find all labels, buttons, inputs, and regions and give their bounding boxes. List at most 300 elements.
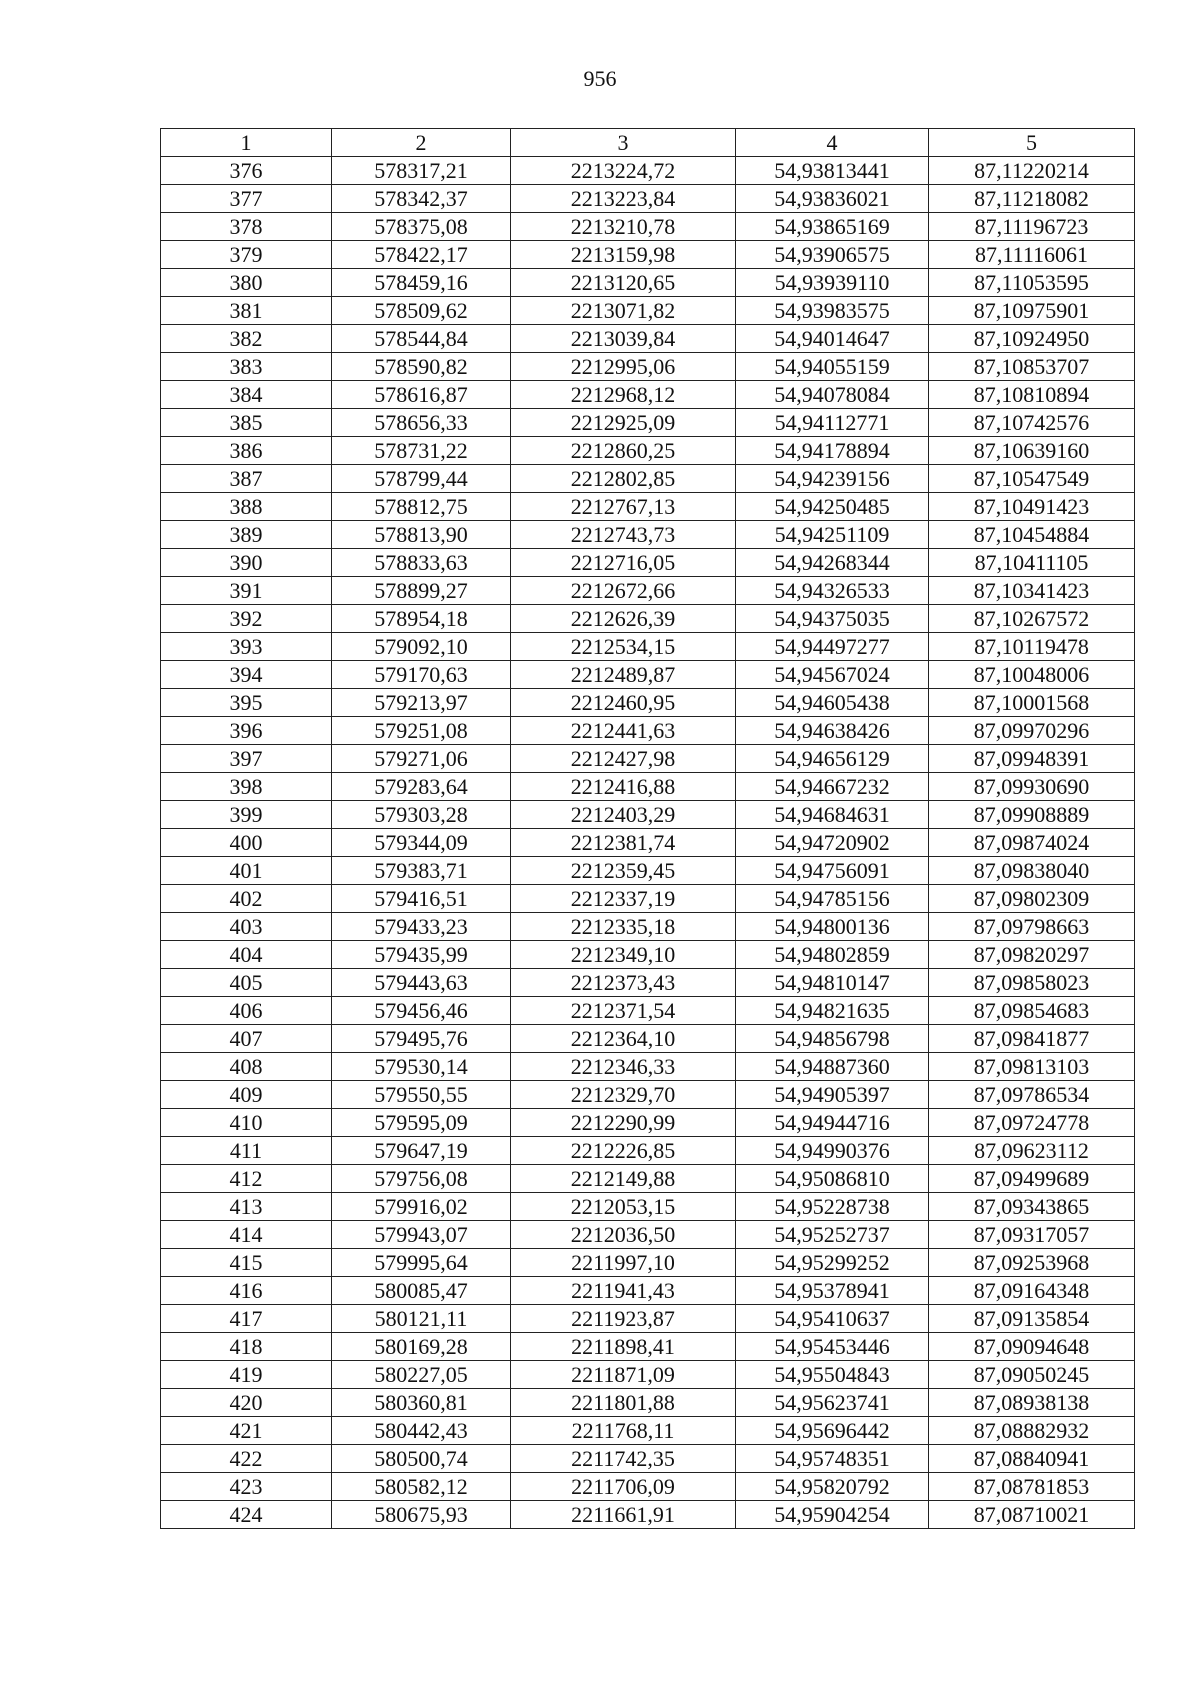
x-coordinate-cell: 579170,63: [332, 661, 511, 689]
longitude-cell: 87,09858023: [929, 969, 1135, 997]
longitude-cell: 87,08882932: [929, 1417, 1135, 1445]
x-coordinate-cell: 580675,93: [332, 1501, 511, 1529]
longitude-cell: 87,09820297: [929, 941, 1135, 969]
x-coordinate-cell: 579213,97: [332, 689, 511, 717]
longitude-cell: 87,10924950: [929, 325, 1135, 353]
table-row: [161, 1277, 1135, 1305]
latitude-cell: 54,93906575: [736, 241, 929, 269]
y-coordinate-cell: 2212441,63: [511, 717, 736, 745]
table-row: [161, 437, 1135, 465]
x-coordinate-cell: 578375,08: [332, 213, 511, 241]
longitude-cell: 87,11218082: [929, 185, 1135, 213]
table-row: [161, 717, 1135, 745]
longitude-cell: 87,08840941: [929, 1445, 1135, 1473]
y-coordinate-cell: 2212371,54: [511, 997, 736, 1025]
latitude-cell: 54,94905397: [736, 1081, 929, 1109]
x-coordinate-cell: 578812,75: [332, 493, 511, 521]
longitude-cell: 87,09094648: [929, 1333, 1135, 1361]
longitude-cell: 87,09164348: [929, 1277, 1135, 1305]
y-coordinate-cell: 2212460,95: [511, 689, 736, 717]
point-number-cell: 395: [161, 689, 332, 717]
table-row: [161, 241, 1135, 269]
page-number: 956: [583, 66, 617, 91]
longitude-cell: 87,09623112: [929, 1137, 1135, 1165]
point-number-cell: 420: [161, 1389, 332, 1417]
point-number-cell: 406: [161, 997, 332, 1025]
point-number-cell: 413: [161, 1193, 332, 1221]
coordinates-table: [160, 128, 1135, 1529]
latitude-cell: 54,94684631: [736, 801, 929, 829]
latitude-cell: 54,95904254: [736, 1501, 929, 1529]
y-coordinate-cell: 2213120,65: [511, 269, 736, 297]
table-row: [161, 465, 1135, 493]
latitude-cell: 54,94078084: [736, 381, 929, 409]
point-number-cell: 407: [161, 1025, 332, 1053]
y-coordinate-cell: 2212767,13: [511, 493, 736, 521]
y-coordinate-cell: 2212364,10: [511, 1025, 736, 1053]
point-number-cell: 379: [161, 241, 332, 269]
table-row: [161, 829, 1135, 857]
latitude-cell: 54,93813441: [736, 157, 929, 185]
longitude-cell: 87,10975901: [929, 297, 1135, 325]
y-coordinate-cell: 2212534,15: [511, 633, 736, 661]
table-row: [161, 1305, 1135, 1333]
y-coordinate-cell: 2212329,70: [511, 1081, 736, 1109]
x-coordinate-cell: 579433,23: [332, 913, 511, 941]
table-row: [161, 325, 1135, 353]
y-coordinate-cell: 2212416,88: [511, 773, 736, 801]
point-number-cell: 382: [161, 325, 332, 353]
point-number-cell: 411: [161, 1137, 332, 1165]
latitude-cell: 54,94800136: [736, 913, 929, 941]
point-number-cell: 397: [161, 745, 332, 773]
table-row: [161, 633, 1135, 661]
latitude-cell: 54,93939110: [736, 269, 929, 297]
point-number-cell: 377: [161, 185, 332, 213]
longitude-cell: 87,09050245: [929, 1361, 1135, 1389]
point-number-cell: 401: [161, 857, 332, 885]
y-coordinate-cell: 2212053,15: [511, 1193, 736, 1221]
y-coordinate-cell: 2212149,88: [511, 1165, 736, 1193]
longitude-cell: 87,10547549: [929, 465, 1135, 493]
latitude-cell: 54,94720902: [736, 829, 929, 857]
latitude-cell: 54,94014647: [736, 325, 929, 353]
table-row: [161, 1081, 1135, 1109]
y-coordinate-cell: 2212802,85: [511, 465, 736, 493]
latitude-cell: 54,94112771: [736, 409, 929, 437]
x-coordinate-cell: 580227,05: [332, 1361, 511, 1389]
table-row: [161, 381, 1135, 409]
table-row: [161, 661, 1135, 689]
table-row: [161, 493, 1135, 521]
x-coordinate-cell: 579443,63: [332, 969, 511, 997]
point-number-cell: 376: [161, 157, 332, 185]
y-coordinate-cell: 2212335,18: [511, 913, 736, 941]
table-row: [161, 1109, 1135, 1137]
y-coordinate-cell: 2212860,25: [511, 437, 736, 465]
table-row: [161, 689, 1135, 717]
point-number-cell: 403: [161, 913, 332, 941]
x-coordinate-cell: 579647,19: [332, 1137, 511, 1165]
x-coordinate-cell: 578509,62: [332, 297, 511, 325]
latitude-cell: 54,94638426: [736, 717, 929, 745]
table-row: [161, 1137, 1135, 1165]
longitude-cell: 87,11116061: [929, 241, 1135, 269]
x-coordinate-cell: 579495,76: [332, 1025, 511, 1053]
point-number-cell: 387: [161, 465, 332, 493]
x-coordinate-cell: 579251,08: [332, 717, 511, 745]
point-number-cell: 409: [161, 1081, 332, 1109]
x-coordinate-cell: 580121,11: [332, 1305, 511, 1333]
y-coordinate-cell: 2211706,09: [511, 1473, 736, 1501]
x-coordinate-cell: 578342,37: [332, 185, 511, 213]
table-header-row: [161, 129, 1135, 157]
longitude-cell: 87,09724778: [929, 1109, 1135, 1137]
point-number-cell: 389: [161, 521, 332, 549]
y-coordinate-cell: 2213159,98: [511, 241, 736, 269]
point-number-cell: 384: [161, 381, 332, 409]
table-row: [161, 1417, 1135, 1445]
point-number-cell: 392: [161, 605, 332, 633]
y-coordinate-cell: 2212226,85: [511, 1137, 736, 1165]
column-header-3: 3: [511, 129, 736, 157]
table-row: [161, 941, 1135, 969]
longitude-cell: 87,09874024: [929, 829, 1135, 857]
y-coordinate-cell: 2211898,41: [511, 1333, 736, 1361]
table-row: [161, 269, 1135, 297]
longitude-cell: 87,09970296: [929, 717, 1135, 745]
y-coordinate-cell: 2213210,78: [511, 213, 736, 241]
y-coordinate-cell: 2212373,43: [511, 969, 736, 997]
table-row: [161, 1473, 1135, 1501]
x-coordinate-cell: 579416,51: [332, 885, 511, 913]
table-row: [161, 1333, 1135, 1361]
table-row: [161, 1361, 1135, 1389]
x-coordinate-cell: 579435,99: [332, 941, 511, 969]
latitude-cell: 54,94944716: [736, 1109, 929, 1137]
latitude-cell: 54,94251109: [736, 521, 929, 549]
longitude-cell: 87,10341423: [929, 577, 1135, 605]
latitude-cell: 54,94756091: [736, 857, 929, 885]
longitude-cell: 87,11220214: [929, 157, 1135, 185]
x-coordinate-cell: 578954,18: [332, 605, 511, 633]
point-number-cell: 419: [161, 1361, 332, 1389]
x-coordinate-cell: 578317,21: [332, 157, 511, 185]
y-coordinate-cell: 2211941,43: [511, 1277, 736, 1305]
table-row: [161, 353, 1135, 381]
point-number-cell: 400: [161, 829, 332, 857]
point-number-cell: 404: [161, 941, 332, 969]
table-row: [161, 1501, 1135, 1529]
y-coordinate-cell: 2211871,09: [511, 1361, 736, 1389]
table-row: [161, 577, 1135, 605]
longitude-cell: 87,08781853: [929, 1473, 1135, 1501]
table-body: [161, 157, 1135, 1529]
point-number-cell: 405: [161, 969, 332, 997]
table-row: [161, 969, 1135, 997]
longitude-cell: 87,08710021: [929, 1501, 1135, 1529]
point-number-cell: 410: [161, 1109, 332, 1137]
table-row: [161, 1445, 1135, 1473]
x-coordinate-cell: 580442,43: [332, 1417, 511, 1445]
table-row: [161, 1025, 1135, 1053]
latitude-cell: 54,94178894: [736, 437, 929, 465]
point-number-cell: 386: [161, 437, 332, 465]
latitude-cell: 54,94497277: [736, 633, 929, 661]
latitude-cell: 54,95086810: [736, 1165, 929, 1193]
latitude-cell: 54,93836021: [736, 185, 929, 213]
y-coordinate-cell: 2212346,33: [511, 1053, 736, 1081]
longitude-cell: 87,10411105: [929, 549, 1135, 577]
table-row: [161, 1193, 1135, 1221]
latitude-cell: 54,94802859: [736, 941, 929, 969]
latitude-cell: 54,95228738: [736, 1193, 929, 1221]
latitude-cell: 54,95410637: [736, 1305, 929, 1333]
y-coordinate-cell: 2212337,19: [511, 885, 736, 913]
point-number-cell: 423: [161, 1473, 332, 1501]
longitude-cell: 87,10491423: [929, 493, 1135, 521]
x-coordinate-cell: 578899,27: [332, 577, 511, 605]
point-number-cell: 385: [161, 409, 332, 437]
column-header-5: 5: [929, 129, 1135, 157]
longitude-cell: 87,09838040: [929, 857, 1135, 885]
longitude-cell: 87,09930690: [929, 773, 1135, 801]
longitude-cell: 87,10267572: [929, 605, 1135, 633]
latitude-cell: 54,94239156: [736, 465, 929, 493]
x-coordinate-cell: 578422,17: [332, 241, 511, 269]
longitude-cell: 87,09499689: [929, 1165, 1135, 1193]
longitude-cell: 87,09786534: [929, 1081, 1135, 1109]
x-coordinate-cell: 580085,47: [332, 1277, 511, 1305]
x-coordinate-cell: 579344,09: [332, 829, 511, 857]
point-number-cell: 381: [161, 297, 332, 325]
latitude-cell: 54,93865169: [736, 213, 929, 241]
x-coordinate-cell: 578833,63: [332, 549, 511, 577]
latitude-cell: 54,94268344: [736, 549, 929, 577]
table-row: [161, 773, 1135, 801]
point-number-cell: 383: [161, 353, 332, 381]
x-coordinate-cell: 578459,16: [332, 269, 511, 297]
table-row: [161, 297, 1135, 325]
x-coordinate-cell: 580582,12: [332, 1473, 511, 1501]
x-coordinate-cell: 579530,14: [332, 1053, 511, 1081]
latitude-cell: 54,94656129: [736, 745, 929, 773]
point-number-cell: 416: [161, 1277, 332, 1305]
y-coordinate-cell: 2212716,05: [511, 549, 736, 577]
latitude-cell: 54,94856798: [736, 1025, 929, 1053]
x-coordinate-cell: 579383,71: [332, 857, 511, 885]
latitude-cell: 54,95252737: [736, 1221, 929, 1249]
column-header-2: 2: [332, 129, 511, 157]
point-number-cell: 417: [161, 1305, 332, 1333]
longitude-cell: 87,09908889: [929, 801, 1135, 829]
x-coordinate-cell: 579916,02: [332, 1193, 511, 1221]
x-coordinate-cell: 579271,06: [332, 745, 511, 773]
point-number-cell: 396: [161, 717, 332, 745]
latitude-cell: 54,94326533: [736, 577, 929, 605]
x-coordinate-cell: 579092,10: [332, 633, 511, 661]
latitude-cell: 54,95453446: [736, 1333, 929, 1361]
latitude-cell: 54,95623741: [736, 1389, 929, 1417]
x-coordinate-cell: 579550,55: [332, 1081, 511, 1109]
table-row: [161, 157, 1135, 185]
longitude-cell: 87,10119478: [929, 633, 1135, 661]
longitude-cell: 87,10810894: [929, 381, 1135, 409]
y-coordinate-cell: 2212381,74: [511, 829, 736, 857]
latitude-cell: 54,94375035: [736, 605, 929, 633]
latitude-cell: 54,95504843: [736, 1361, 929, 1389]
table-row: [161, 997, 1135, 1025]
table-row: [161, 409, 1135, 437]
point-number-cell: 402: [161, 885, 332, 913]
point-number-cell: 391: [161, 577, 332, 605]
point-number-cell: 412: [161, 1165, 332, 1193]
table-row: [161, 1165, 1135, 1193]
point-number-cell: 399: [161, 801, 332, 829]
longitude-cell: 87,09948391: [929, 745, 1135, 773]
y-coordinate-cell: 2212925,09: [511, 409, 736, 437]
y-coordinate-cell: 2212290,99: [511, 1109, 736, 1137]
point-number-cell: 421: [161, 1417, 332, 1445]
latitude-cell: 54,95820792: [736, 1473, 929, 1501]
point-number-cell: 422: [161, 1445, 332, 1473]
y-coordinate-cell: 2213071,82: [511, 297, 736, 325]
x-coordinate-cell: 578616,87: [332, 381, 511, 409]
x-coordinate-cell: 579995,64: [332, 1249, 511, 1277]
x-coordinate-cell: 578656,33: [332, 409, 511, 437]
y-coordinate-cell: 2213223,84: [511, 185, 736, 213]
longitude-cell: 87,09798663: [929, 913, 1135, 941]
longitude-cell: 87,09813103: [929, 1053, 1135, 1081]
x-coordinate-cell: 578799,44: [332, 465, 511, 493]
longitude-cell: 87,10001568: [929, 689, 1135, 717]
table-row: [161, 857, 1135, 885]
longitude-cell: 87,11053595: [929, 269, 1135, 297]
x-coordinate-cell: 579595,09: [332, 1109, 511, 1137]
y-coordinate-cell: 2212403,29: [511, 801, 736, 829]
longitude-cell: 87,09317057: [929, 1221, 1135, 1249]
longitude-cell: 87,10742576: [929, 409, 1135, 437]
longitude-cell: 87,10048006: [929, 661, 1135, 689]
x-coordinate-cell: 579756,08: [332, 1165, 511, 1193]
point-number-cell: 388: [161, 493, 332, 521]
point-number-cell: 394: [161, 661, 332, 689]
latitude-cell: 54,94667232: [736, 773, 929, 801]
point-number-cell: 418: [161, 1333, 332, 1361]
longitude-cell: 87,11196723: [929, 213, 1135, 241]
point-number-cell: 380: [161, 269, 332, 297]
longitude-cell: 87,10454884: [929, 521, 1135, 549]
longitude-cell: 87,08938138: [929, 1389, 1135, 1417]
latitude-cell: 54,94821635: [736, 997, 929, 1025]
y-coordinate-cell: 2213224,72: [511, 157, 736, 185]
table-row: [161, 745, 1135, 773]
latitude-cell: 54,94810147: [736, 969, 929, 997]
y-coordinate-cell: 2213039,84: [511, 325, 736, 353]
x-coordinate-cell: 580169,28: [332, 1333, 511, 1361]
point-number-cell: 390: [161, 549, 332, 577]
point-number-cell: 393: [161, 633, 332, 661]
x-coordinate-cell: 578544,84: [332, 325, 511, 353]
y-coordinate-cell: 2211742,35: [511, 1445, 736, 1473]
x-coordinate-cell: 580360,81: [332, 1389, 511, 1417]
point-number-cell: 415: [161, 1249, 332, 1277]
point-number-cell: 414: [161, 1221, 332, 1249]
y-coordinate-cell: 2211997,10: [511, 1249, 736, 1277]
latitude-cell: 54,94785156: [736, 885, 929, 913]
point-number-cell: 424: [161, 1501, 332, 1529]
x-coordinate-cell: 578590,82: [332, 353, 511, 381]
y-coordinate-cell: 2211768,11: [511, 1417, 736, 1445]
table-row: [161, 801, 1135, 829]
latitude-cell: 54,94055159: [736, 353, 929, 381]
longitude-cell: 87,09253968: [929, 1249, 1135, 1277]
y-coordinate-cell: 2211923,87: [511, 1305, 736, 1333]
y-coordinate-cell: 2212349,10: [511, 941, 736, 969]
longitude-cell: 87,10853707: [929, 353, 1135, 381]
y-coordinate-cell: 2212626,39: [511, 605, 736, 633]
y-coordinate-cell: 2212489,87: [511, 661, 736, 689]
x-coordinate-cell: 579943,07: [332, 1221, 511, 1249]
table-row: [161, 1249, 1135, 1277]
x-coordinate-cell: 579456,46: [332, 997, 511, 1025]
latitude-cell: 54,93983575: [736, 297, 929, 325]
longitude-cell: 87,09802309: [929, 885, 1135, 913]
point-number-cell: 408: [161, 1053, 332, 1081]
y-coordinate-cell: 2212427,98: [511, 745, 736, 773]
table-row: [161, 549, 1135, 577]
y-coordinate-cell: 2212995,06: [511, 353, 736, 381]
point-number-cell: 378: [161, 213, 332, 241]
x-coordinate-cell: 579283,64: [332, 773, 511, 801]
table-row: [161, 885, 1135, 913]
column-header-4: 4: [736, 129, 929, 157]
y-coordinate-cell: 2211661,91: [511, 1501, 736, 1529]
table-row: [161, 1221, 1135, 1249]
latitude-cell: 54,94605438: [736, 689, 929, 717]
latitude-cell: 54,94250485: [736, 493, 929, 521]
table-row: [161, 1053, 1135, 1081]
y-coordinate-cell: 2212968,12: [511, 381, 736, 409]
latitude-cell: 54,94887360: [736, 1053, 929, 1081]
latitude-cell: 54,95378941: [736, 1277, 929, 1305]
latitude-cell: 54,95748351: [736, 1445, 929, 1473]
longitude-cell: 87,10639160: [929, 437, 1135, 465]
table-row: [161, 521, 1135, 549]
x-coordinate-cell: 578731,22: [332, 437, 511, 465]
point-number-cell: 398: [161, 773, 332, 801]
y-coordinate-cell: 2212036,50: [511, 1221, 736, 1249]
x-coordinate-cell: 579303,28: [332, 801, 511, 829]
table-row: [161, 213, 1135, 241]
x-coordinate-cell: 580500,74: [332, 1445, 511, 1473]
x-coordinate-cell: 578813,90: [332, 521, 511, 549]
latitude-cell: 54,95299252: [736, 1249, 929, 1277]
latitude-cell: 54,94990376: [736, 1137, 929, 1165]
longitude-cell: 87,09343865: [929, 1193, 1135, 1221]
y-coordinate-cell: 2212672,66: [511, 577, 736, 605]
longitude-cell: 87,09841877: [929, 1025, 1135, 1053]
y-coordinate-cell: 2212743,73: [511, 521, 736, 549]
longitude-cell: 87,09854683: [929, 997, 1135, 1025]
latitude-cell: 54,94567024: [736, 661, 929, 689]
y-coordinate-cell: 2212359,45: [511, 857, 736, 885]
table-row: [161, 1389, 1135, 1417]
table-row: [161, 605, 1135, 633]
latitude-cell: 54,95696442: [736, 1417, 929, 1445]
y-coordinate-cell: 2211801,88: [511, 1389, 736, 1417]
column-header-1: 1: [161, 129, 332, 157]
